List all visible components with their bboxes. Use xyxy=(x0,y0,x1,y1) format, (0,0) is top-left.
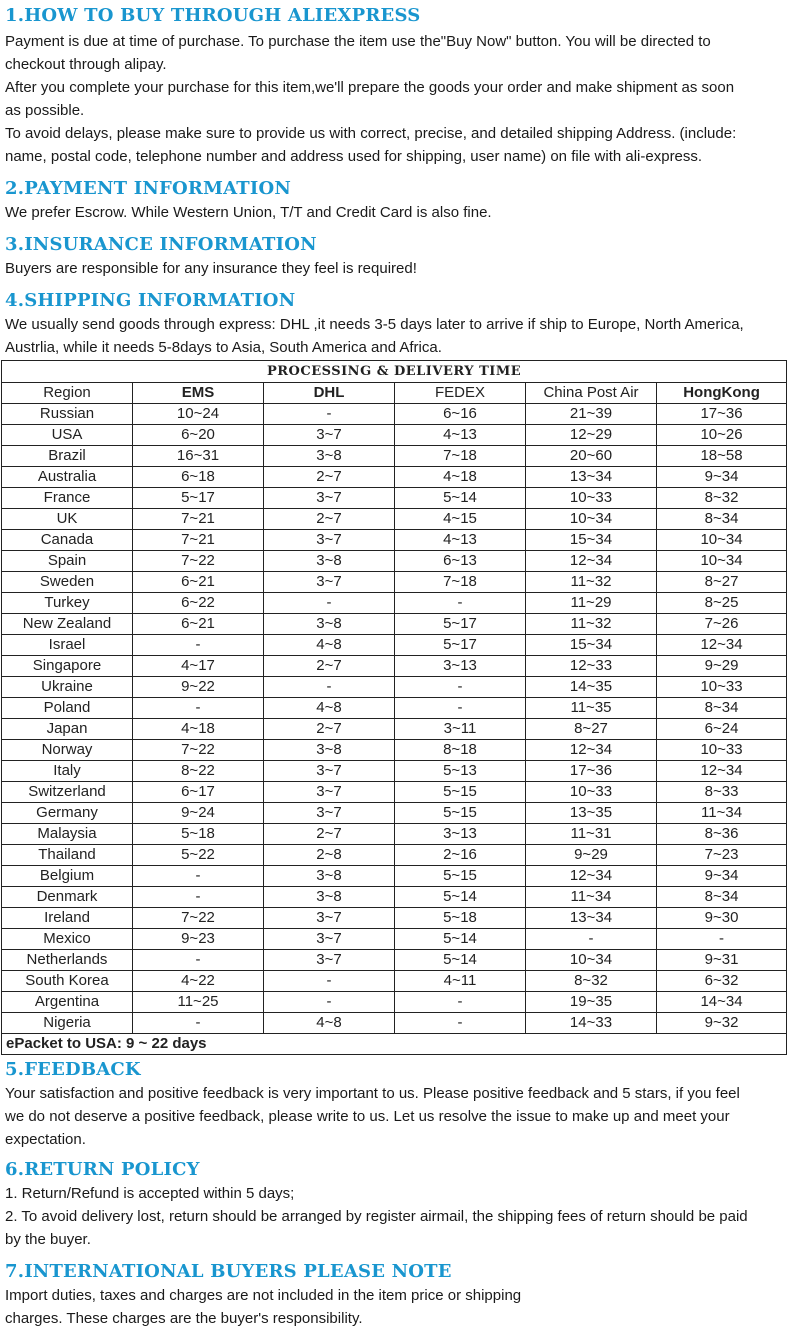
cell-dhl: 3~8 xyxy=(264,446,395,467)
heading-insurance-information: 3.INSURANCE INFORMATION xyxy=(5,234,317,255)
insurance-text xyxy=(5,257,783,280)
heading-international-buyers: 7.INTERNATIONAL BUYERS PLEASE NOTE xyxy=(5,1261,452,1282)
cell-china-post-air: 12~29 xyxy=(526,425,657,446)
cell-region: Australia xyxy=(2,467,133,488)
table-row xyxy=(2,845,787,866)
column-header-ems: EMS xyxy=(133,383,264,404)
cell-ems: 7~22 xyxy=(133,551,264,572)
heading-feedback: 5.FEEDBACK xyxy=(5,1059,141,1080)
cell-region: Singapore xyxy=(2,656,133,677)
table-row xyxy=(2,950,787,971)
cell-region: Switzerland xyxy=(2,782,133,803)
cell-region: Nigeria xyxy=(2,1013,133,1034)
cell-fedex: - xyxy=(395,593,526,614)
cell-dhl: - xyxy=(264,593,395,614)
cell-ems: 16~31 xyxy=(133,446,264,467)
text-line: by the buyer. xyxy=(5,1231,91,1248)
cell-region: Canada xyxy=(2,530,133,551)
cell-china-post-air: 11~32 xyxy=(526,614,657,635)
cell-china-post-air: 11~29 xyxy=(526,593,657,614)
table-row xyxy=(2,635,787,656)
cell-region: Spain xyxy=(2,551,133,572)
cell-china-post-air: 15~34 xyxy=(526,635,657,656)
cell-dhl: 4~8 xyxy=(264,698,395,719)
cell-fedex: 5~17 xyxy=(395,614,526,635)
cell-china-post-air: 10~33 xyxy=(526,488,657,509)
cell-region: Ukraine xyxy=(2,677,133,698)
cell-fedex: 3~13 xyxy=(395,824,526,845)
cell-china-post-air: 8~27 xyxy=(526,719,657,740)
table-row xyxy=(2,908,787,929)
cell-region: Argentina xyxy=(2,992,133,1013)
table-row xyxy=(2,530,787,551)
cell-dhl: 3~7 xyxy=(264,929,395,950)
cell-china-post-air: 13~34 xyxy=(526,467,657,488)
cell-region: UK xyxy=(2,509,133,530)
column-header-fedex: FEDEX xyxy=(395,383,526,404)
cell-china-post-air: 17~36 xyxy=(526,761,657,782)
cell-dhl: - xyxy=(264,971,395,992)
cell-region: Italy xyxy=(2,761,133,782)
column-header-region: Region xyxy=(2,383,133,404)
heading-return-policy: 6.RETURN POLICY xyxy=(5,1159,200,1180)
table-row xyxy=(2,446,787,467)
text-line: name, postal code, telephone number and address used for shipping, user name) on file with ali-express. xyxy=(5,148,703,165)
cell-dhl: - xyxy=(264,404,395,425)
cell-fedex: 4~15 xyxy=(395,509,526,530)
cell-dhl: 3~8 xyxy=(264,614,395,635)
cell-ems: 4~18 xyxy=(133,719,264,740)
cell-fedex: - xyxy=(395,698,526,719)
text-line: 1. Return/Refund is accepted within 5 days; xyxy=(5,1185,295,1202)
cell-fedex: 6~13 xyxy=(395,551,526,572)
table-row xyxy=(2,593,787,614)
cell-dhl: 4~8 xyxy=(264,635,395,656)
cell-china-post-air: 11~32 xyxy=(526,572,657,593)
table-row xyxy=(2,887,787,908)
cell-region: Netherlands xyxy=(2,950,133,971)
cell-ems: - xyxy=(133,866,264,887)
text-line: Austrlia, while it needs 5-8days to Asia, South America and Africa. xyxy=(5,339,442,356)
cell-fedex: 5~15 xyxy=(395,803,526,824)
cell-china-post-air: 10~33 xyxy=(526,782,657,803)
cell-region: Belgium xyxy=(2,866,133,887)
cell-china-post-air: 15~34 xyxy=(526,530,657,551)
cell-region: Sweden xyxy=(2,572,133,593)
table-row xyxy=(2,824,787,845)
cell-china-post-air: 12~34 xyxy=(526,551,657,572)
cell-region: Poland xyxy=(2,698,133,719)
cell-ems: 5~17 xyxy=(133,488,264,509)
text-line: To avoid delays, please make sure to provide us with correct, precise, and detailed shipping Address. (include: xyxy=(5,125,737,142)
cell-ems: - xyxy=(133,635,264,656)
cell-hongkong: 11~34 xyxy=(657,803,787,824)
cell-china-post-air: 13~34 xyxy=(526,908,657,929)
cell-fedex: - xyxy=(395,992,526,1013)
table-row xyxy=(2,404,787,425)
cell-hongkong: 6~24 xyxy=(657,719,787,740)
cell-fedex: 5~14 xyxy=(395,929,526,950)
cell-dhl: 3~8 xyxy=(264,866,395,887)
cell-hongkong: 9~34 xyxy=(657,467,787,488)
table-row xyxy=(2,761,787,782)
cell-region: Malaysia xyxy=(2,824,133,845)
payment-text xyxy=(5,201,783,224)
cell-fedex: 5~14 xyxy=(395,887,526,908)
cell-china-post-air: 11~35 xyxy=(526,698,657,719)
cell-china-post-air: 11~34 xyxy=(526,887,657,908)
table-row xyxy=(2,992,787,1013)
cell-region: Ireland xyxy=(2,908,133,929)
delivery-time-table-container xyxy=(1,360,786,1055)
cell-dhl: 2~7 xyxy=(264,467,395,488)
text-line: we do not deserve a positive feedback, please write to us. Let us resolve the issue to make up and meet your xyxy=(5,1108,730,1125)
cell-fedex: 5~17 xyxy=(395,635,526,656)
text-line: We usually send goods through express: DHL ,it needs 3-5 days later to arrive if ship to Europe, North America, xyxy=(5,316,744,333)
cell-hongkong: 12~34 xyxy=(657,635,787,656)
cell-ems: 7~21 xyxy=(133,509,264,530)
cell-china-post-air: 14~35 xyxy=(526,677,657,698)
cell-hongkong: 8~34 xyxy=(657,509,787,530)
cell-region: Turkey xyxy=(2,593,133,614)
cell-china-post-air: 11~31 xyxy=(526,824,657,845)
table-row xyxy=(2,782,787,803)
cell-ems: - xyxy=(133,698,264,719)
cell-dhl: 2~7 xyxy=(264,656,395,677)
table-row xyxy=(2,803,787,824)
text-line: expectation. xyxy=(5,1131,86,1148)
cell-fedex: - xyxy=(395,1013,526,1034)
cell-hongkong: 14~34 xyxy=(657,992,787,1013)
table-row xyxy=(2,677,787,698)
cell-hongkong: 10~26 xyxy=(657,425,787,446)
cell-fedex: 7~18 xyxy=(395,446,526,467)
cell-region: Israel xyxy=(2,635,133,656)
shipping-text xyxy=(5,313,783,359)
table-row xyxy=(2,572,787,593)
cell-fedex: 2~16 xyxy=(395,845,526,866)
text-line: Buyers are responsible for any insurance they feel is required! xyxy=(5,260,417,277)
cell-china-post-air: 12~34 xyxy=(526,866,657,887)
cell-hongkong: 10~34 xyxy=(657,551,787,572)
cell-fedex: 4~13 xyxy=(395,530,526,551)
table-header-row xyxy=(2,383,787,404)
epacket-note: ePacket to USA: 9 ~ 22 days xyxy=(2,1034,787,1055)
table-row xyxy=(2,425,787,446)
column-header-hongkong: HongKong xyxy=(657,383,787,404)
cell-ems: 6~17 xyxy=(133,782,264,803)
table-row xyxy=(2,551,787,572)
cell-region: Thailand xyxy=(2,845,133,866)
cell-ems: - xyxy=(133,1013,264,1034)
cell-dhl: 3~7 xyxy=(264,530,395,551)
text-line: charges. These charges are the buyer's responsibility. xyxy=(5,1310,363,1327)
cell-ems: 5~18 xyxy=(133,824,264,845)
cell-ems: 9~23 xyxy=(133,929,264,950)
cell-region: Japan xyxy=(2,719,133,740)
cell-hongkong: 8~33 xyxy=(657,782,787,803)
heading-shipping-information: 4.SHIPPING INFORMATION xyxy=(5,290,296,311)
cell-china-post-air: 14~33 xyxy=(526,1013,657,1034)
cell-hongkong: 9~32 xyxy=(657,1013,787,1034)
cell-ems: 8~22 xyxy=(133,761,264,782)
cell-fedex: 5~13 xyxy=(395,761,526,782)
text-line: Your satisfaction and positive feedback is very important to us. Please positive feedback and 5 stars, if you feel xyxy=(5,1085,740,1102)
cell-ems: 7~22 xyxy=(133,740,264,761)
cell-hongkong: 10~34 xyxy=(657,530,787,551)
cell-china-post-air: 21~39 xyxy=(526,404,657,425)
cell-fedex: 6~16 xyxy=(395,404,526,425)
text-line: checkout through alipay. xyxy=(5,56,167,73)
cell-dhl: 3~7 xyxy=(264,782,395,803)
text-line: Payment is due at time of purchase. To purchase the item use the"Buy Now" button. You will be directed to xyxy=(5,33,711,50)
cell-fedex: 5~18 xyxy=(395,908,526,929)
international-buyers-text xyxy=(5,1284,783,1330)
table-row xyxy=(2,971,787,992)
cell-china-post-air: 10~34 xyxy=(526,950,657,971)
cell-hongkong: 18~58 xyxy=(657,446,787,467)
cell-china-post-air: 12~34 xyxy=(526,740,657,761)
delivery-time-table xyxy=(1,360,787,1055)
cell-china-post-air: 13~35 xyxy=(526,803,657,824)
table-body xyxy=(2,404,787,1034)
cell-ems: 11~25 xyxy=(133,992,264,1013)
heading-how-to-buy: 1.HOW TO BUY THROUGH ALIEXPRESS xyxy=(5,5,421,26)
heading-payment-information: 2.PAYMENT INFORMATION xyxy=(5,178,292,199)
cell-fedex: 8~18 xyxy=(395,740,526,761)
table-row xyxy=(2,656,787,677)
cell-ems: 9~22 xyxy=(133,677,264,698)
cell-dhl: 3~7 xyxy=(264,761,395,782)
cell-fedex: 5~15 xyxy=(395,866,526,887)
cell-dhl: 4~8 xyxy=(264,1013,395,1034)
column-header-china-post-air: China Post Air xyxy=(526,383,657,404)
cell-fedex: 5~14 xyxy=(395,488,526,509)
cell-hongkong: 17~36 xyxy=(657,404,787,425)
cell-fedex: 4~13 xyxy=(395,425,526,446)
cell-fedex: 3~13 xyxy=(395,656,526,677)
table-row xyxy=(2,866,787,887)
cell-region: Germany xyxy=(2,803,133,824)
table-caption: PROCESSING & DELIVERY TIME xyxy=(2,361,787,383)
cell-dhl: 3~7 xyxy=(264,908,395,929)
cell-hongkong: 10~33 xyxy=(657,677,787,698)
cell-ems: 5~22 xyxy=(133,845,264,866)
cell-region: Norway xyxy=(2,740,133,761)
cell-dhl: 2~7 xyxy=(264,509,395,530)
cell-fedex: 7~18 xyxy=(395,572,526,593)
cell-hongkong: 8~25 xyxy=(657,593,787,614)
cell-ems: 7~21 xyxy=(133,530,264,551)
cell-dhl: 3~8 xyxy=(264,551,395,572)
cell-china-post-air: 12~33 xyxy=(526,656,657,677)
cell-ems: - xyxy=(133,887,264,908)
cell-dhl: 2~8 xyxy=(264,845,395,866)
cell-hongkong: 7~26 xyxy=(657,614,787,635)
cell-region: Mexico xyxy=(2,929,133,950)
cell-hongkong: 9~34 xyxy=(657,866,787,887)
cell-dhl: - xyxy=(264,992,395,1013)
cell-region: South Korea xyxy=(2,971,133,992)
cell-dhl: 2~7 xyxy=(264,719,395,740)
cell-ems: 6~21 xyxy=(133,572,264,593)
cell-ems: 4~22 xyxy=(133,971,264,992)
table-row xyxy=(2,467,787,488)
cell-ems: - xyxy=(133,950,264,971)
table-row xyxy=(2,1013,787,1034)
cell-dhl: 3~7 xyxy=(264,950,395,971)
cell-hongkong: 8~34 xyxy=(657,887,787,908)
table-row xyxy=(2,929,787,950)
cell-region: Russian xyxy=(2,404,133,425)
cell-ems: 7~22 xyxy=(133,908,264,929)
cell-dhl: 3~7 xyxy=(264,488,395,509)
cell-hongkong: 10~33 xyxy=(657,740,787,761)
cell-dhl: 2~7 xyxy=(264,824,395,845)
table-row xyxy=(2,614,787,635)
cell-dhl: 3~7 xyxy=(264,572,395,593)
cell-ems: 10~24 xyxy=(133,404,264,425)
table-row xyxy=(2,740,787,761)
cell-dhl: - xyxy=(264,677,395,698)
cell-hongkong: 9~31 xyxy=(657,950,787,971)
table-row xyxy=(2,719,787,740)
cell-region: New Zealand xyxy=(2,614,133,635)
feedback-text xyxy=(5,1082,783,1151)
cell-hongkong: 9~29 xyxy=(657,656,787,677)
cell-hongkong: - xyxy=(657,929,787,950)
text-line: 2. To avoid delivery lost, return should be arranged by register airmail, the shipping fees of return should be paid xyxy=(5,1208,748,1225)
text-line: as possible. xyxy=(5,102,85,119)
cell-hongkong: 8~27 xyxy=(657,572,787,593)
cell-ems: 6~18 xyxy=(133,467,264,488)
cell-fedex: 5~14 xyxy=(395,950,526,971)
table-row xyxy=(2,698,787,719)
column-header-dhl: DHL xyxy=(264,383,395,404)
cell-region: Brazil xyxy=(2,446,133,467)
cell-china-post-air: 8~32 xyxy=(526,971,657,992)
cell-dhl: 3~8 xyxy=(264,887,395,908)
cell-fedex: - xyxy=(395,677,526,698)
cell-hongkong: 7~23 xyxy=(657,845,787,866)
cell-hongkong: 8~34 xyxy=(657,698,787,719)
cell-region: USA xyxy=(2,425,133,446)
cell-dhl: 3~7 xyxy=(264,425,395,446)
cell-hongkong: 12~34 xyxy=(657,761,787,782)
cell-hongkong: 6~32 xyxy=(657,971,787,992)
cell-dhl: 3~8 xyxy=(264,740,395,761)
cell-ems: 9~24 xyxy=(133,803,264,824)
cell-ems: 4~17 xyxy=(133,656,264,677)
cell-ems: 6~20 xyxy=(133,425,264,446)
cell-region: Denmark xyxy=(2,887,133,908)
how-to-buy-text xyxy=(5,30,783,168)
cell-ems: 6~21 xyxy=(133,614,264,635)
cell-china-post-air: 9~29 xyxy=(526,845,657,866)
text-line: We prefer Escrow. While Western Union, T/T and Credit Card is also fine. xyxy=(5,204,492,221)
text-line: After you complete your purchase for this item,we'll prepare the goods your order and make shipment as soon xyxy=(5,79,735,96)
cell-fedex: 3~11 xyxy=(395,719,526,740)
cell-fedex: 5~15 xyxy=(395,782,526,803)
cell-china-post-air: - xyxy=(526,929,657,950)
cell-fedex: 4~11 xyxy=(395,971,526,992)
table-row xyxy=(2,488,787,509)
return-policy-text xyxy=(5,1182,783,1251)
cell-hongkong: 9~30 xyxy=(657,908,787,929)
cell-fedex: 4~18 xyxy=(395,467,526,488)
cell-ems: 6~22 xyxy=(133,593,264,614)
cell-china-post-air: 19~35 xyxy=(526,992,657,1013)
table-row xyxy=(2,509,787,530)
cell-china-post-air: 20~60 xyxy=(526,446,657,467)
cell-dhl: 3~7 xyxy=(264,803,395,824)
cell-china-post-air: 10~34 xyxy=(526,509,657,530)
cell-hongkong: 8~36 xyxy=(657,824,787,845)
cell-region: France xyxy=(2,488,133,509)
text-line: Import duties, taxes and charges are not included in the item price or shipping xyxy=(5,1287,522,1304)
cell-hongkong: 8~32 xyxy=(657,488,787,509)
